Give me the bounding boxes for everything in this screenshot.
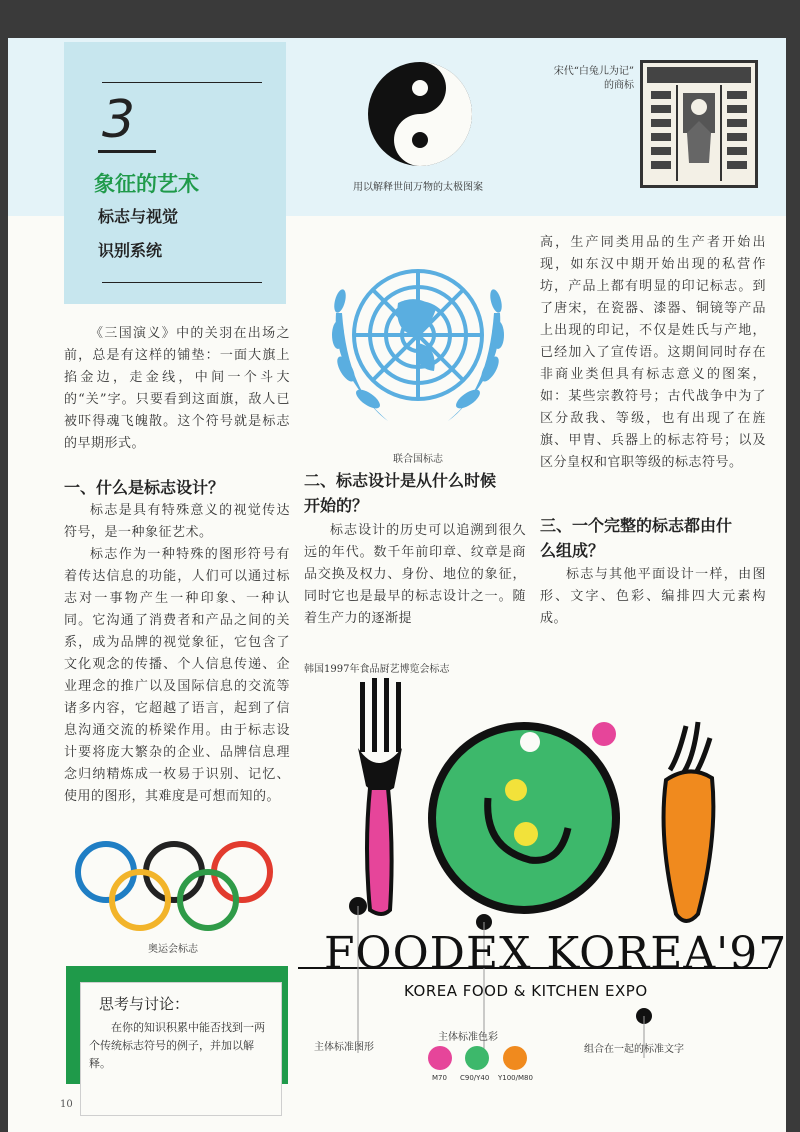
label-standard-graphic: 主体标准图形 [314,1042,374,1053]
intro-paragraph [64,323,290,455]
swatch-label: C90/Y40 [460,1074,490,1082]
think-title: 思考与讨论： [99,995,190,1013]
olympic-caption: 奥运会标志 [148,944,198,955]
section2-heading-line1: 二、标志设计是从什么时候 [304,471,497,490]
swatch-green [465,1046,489,1070]
chapter-box [64,42,286,304]
carrot-icon [664,722,714,921]
pink-dot [592,722,616,746]
divider [98,150,156,153]
section2-body [304,520,526,630]
foodex-subtitle: KOREA FOOD & KITCHEN EXPO [404,982,648,1000]
un-caption: 联合国标志 [393,454,443,465]
foodex-header-caption: 韩国1997年食品厨艺博览会标志 [304,664,450,675]
section3-paragraph: 标志与其他平面设计一样，由图形、文字、色彩、编排四大元素构成。 [540,567,766,626]
section2-heading-line2: 开始的？ [304,496,369,515]
song-trademark-image [640,60,758,188]
woodblock-print-icon [643,63,755,185]
foodex-logo-graphic [298,678,768,1058]
swatch-orange [503,1046,527,1070]
plate-icon [428,722,620,930]
song-caption-line2: 的商标 [604,80,634,91]
song-caption-line1: 宋代“白兔儿为记” [553,66,634,77]
swatch-label: Y100/M80 [498,1074,533,1082]
foodex-title: FOODEX KOREA'97 [324,928,788,979]
chapter-subtitle-1: 标志与视觉 [98,207,179,226]
section3-heading-line1: 三、一个完整的标志都由什 [540,516,733,535]
think-box [80,982,282,1116]
section2-paragraph: 标志设计的历史可以追溯到很久远的年代。数千年前印章、纹章是商品交换及权力、身份、地位的象征，同时它也是最早的标志设计之一。随着生产力的逐渐提 [304,523,526,626]
section3-body [540,564,766,630]
page-number: 10 [60,1099,73,1110]
label-standard-text: 组合在一起的标准文字 [584,1044,684,1055]
think-text: 在你的知识积累中能否找到一两个传统标志符号的例子，并加以解释。 [89,1021,265,1070]
section3-heading-line2: 么组成？ [540,541,605,560]
chapter-subtitle-2: 识别系统 [98,241,163,260]
chapter-title: 象征的艺术 [94,172,199,196]
swatch-pink [428,1046,452,1070]
olympic-rings [64,838,294,938]
fork-icon [358,678,402,914]
divider [102,82,262,83]
swatch-label: M70 [432,1074,447,1082]
section1-heading: 一、什么是标志设计？ [64,478,225,497]
taiji-symbol [360,56,480,174]
section1-paragraph: 标志作为一种特殊的图形符号有着传达信息的功能，人们可以通过标志对一事物产生一种印象、一种认同。它沟通了消费者和产品之间的关系，成为品牌的视觉象征，它包含了文化观念的传播、个人信息传递、企业理念的推广以及国际信息的交流等诸多内容，它超越了语言，起到了信息沟通交流的桥梁作用。由于标志设计要将庞大繁杂的企业、品牌信息理念归纳精炼成一枚易于识别、记忆、使用的图形，其难度是可想而知的。 [64,547,290,804]
taiji-caption: 用以解释世间万物的太极图案 [353,182,483,193]
column3-body [540,232,766,474]
label-standard-color: 主体标准色彩 [438,1032,498,1043]
column3-paragraph: 高，生产同类用品的生产者开始出现，如东汉中期开始出现的私营作坊，产品上都有明显的印记标志。到了唐宋，在瓷器、漆器、铜镜等产品上出现的印记，不仅是姓氏与产地，已经加入了宣传语。这期间同时存在非商业类但具有标志意义的图案，如：某些宗教符号；古代战争中为了区分敌我、等级，也有出现了在旌旗、甲胄、兵器上的标志符号；以及区分皇权和官职等级的标志符号。 [540,235,766,470]
chapter-number: 3 [102,90,136,150]
intro-text: 《三国演义》中的关羽在出场之前，总是有这样的铺垫：一面大旗上掐金边，走金线，中间一个斗大的“关”字。只要看到这面旗，敌人已被吓得魂飞魄散。这个符号就是标志的早期形式。 [64,326,290,451]
un-emblem [318,243,518,443]
divider [102,282,262,283]
section1-body [64,500,290,808]
page [8,38,786,1132]
section1-paragraph: 标志是具有特殊意义的视觉传达符号，是一种象征艺术。 [64,503,290,540]
